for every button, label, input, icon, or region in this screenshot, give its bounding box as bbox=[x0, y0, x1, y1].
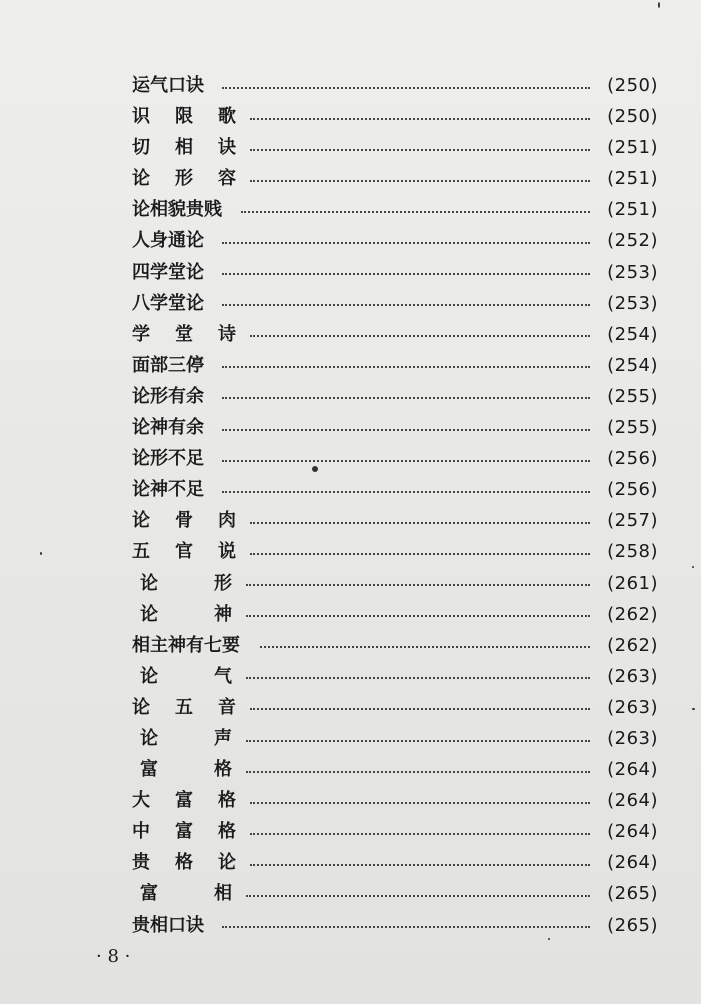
toc-entry-title: 人身通论 bbox=[132, 230, 204, 252]
toc-entry bbox=[0, 319, 701, 350]
toc-entry-page: (265) bbox=[607, 883, 658, 905]
toc-entry-title: 学 堂 诗 bbox=[132, 323, 236, 345]
toc-entry bbox=[0, 225, 701, 256]
toc-entry-title: 富 格 bbox=[140, 759, 232, 781]
toc-entry-title: 论 神 bbox=[140, 603, 232, 625]
ink-speck bbox=[312, 466, 318, 472]
dot-leader bbox=[222, 926, 590, 928]
toc-entry-title: 论 形 容 bbox=[132, 168, 236, 190]
toc-entry bbox=[0, 847, 701, 878]
toc-entry-page: (255) bbox=[607, 417, 658, 439]
toc-entry bbox=[0, 723, 701, 754]
toc-entry-title: 大 富 格 bbox=[132, 790, 236, 812]
dot-leader bbox=[250, 149, 590, 151]
toc-entry bbox=[0, 568, 701, 599]
dot-leader bbox=[222, 429, 590, 431]
toc-entry bbox=[0, 599, 701, 630]
dot-leader bbox=[222, 273, 590, 275]
toc-entry-title: 切 相 诀 bbox=[132, 137, 236, 159]
dot-leader bbox=[222, 304, 590, 306]
toc-entry bbox=[0, 163, 701, 194]
dot-leader bbox=[246, 895, 590, 897]
toc-entry-page: (264) bbox=[607, 852, 658, 874]
toc-entry-page: (265) bbox=[607, 914, 658, 936]
toc-entry-title: 运气口诀 bbox=[132, 75, 204, 96]
toc-entry bbox=[0, 350, 701, 381]
toc-entry-page: (252) bbox=[607, 230, 658, 252]
toc-entry-title: 论 气 bbox=[140, 665, 232, 687]
toc-entry-title: 贵相口诀 bbox=[132, 914, 204, 936]
toc-entry bbox=[0, 692, 701, 723]
toc-entry-page: (262) bbox=[607, 603, 658, 625]
toc-entry bbox=[0, 194, 701, 225]
ink-speck bbox=[658, 2, 660, 8]
toc-entry-title: 五 官 说 bbox=[132, 541, 236, 563]
dot-leader bbox=[250, 335, 590, 337]
toc-entry bbox=[0, 70, 701, 101]
toc-entry-title: 四学堂论 bbox=[132, 261, 204, 283]
ink-speck bbox=[692, 566, 694, 568]
toc-entry-page: (254) bbox=[607, 354, 658, 376]
toc-entry-title: 论神不足 bbox=[132, 479, 204, 501]
toc-entry-page: (257) bbox=[607, 510, 658, 532]
toc-entry-page: (263) bbox=[607, 696, 658, 718]
page-number: · 8 · bbox=[96, 946, 131, 967]
toc-entry bbox=[0, 412, 701, 443]
toc-entry-page: (250) bbox=[607, 106, 658, 128]
dot-leader bbox=[241, 211, 590, 213]
toc-entry-page: (263) bbox=[607, 665, 658, 687]
toc-entry-page: (255) bbox=[607, 385, 658, 407]
dot-leader bbox=[246, 771, 590, 773]
toc-entry-title: 论 声 bbox=[140, 727, 232, 749]
dot-leader bbox=[250, 708, 590, 710]
dot-leader bbox=[250, 553, 590, 555]
toc-entry-page: (251) bbox=[607, 168, 658, 190]
toc-entry-title: 面部三停 bbox=[132, 354, 204, 376]
ink-speck bbox=[692, 708, 695, 710]
dot-leader bbox=[250, 833, 590, 835]
toc-entry-title: 论 形 bbox=[140, 572, 232, 594]
toc-entry-page: (251) bbox=[607, 199, 658, 221]
toc-entry bbox=[0, 505, 701, 536]
dot-leader bbox=[246, 740, 590, 742]
toc-entry bbox=[0, 630, 701, 661]
toc-entry-title: 论 骨 肉 bbox=[132, 510, 236, 532]
toc-entry-title: 相主神有七要 bbox=[132, 634, 240, 656]
toc-entry-title: 论形不足 bbox=[132, 448, 204, 470]
toc-entry bbox=[0, 816, 701, 847]
dot-leader bbox=[246, 615, 590, 617]
dot-leader bbox=[222, 460, 590, 462]
dot-leader bbox=[250, 802, 590, 804]
toc-entry bbox=[0, 910, 701, 941]
toc-entry bbox=[0, 132, 701, 163]
toc-entry bbox=[0, 474, 701, 505]
toc-entry bbox=[0, 101, 701, 132]
toc-entry-title: 论相貌贵贱 bbox=[132, 199, 222, 221]
toc-entry bbox=[0, 785, 701, 816]
toc-entry-page: (264) bbox=[607, 821, 658, 843]
dot-leader bbox=[250, 522, 590, 524]
dot-leader bbox=[250, 864, 590, 866]
toc-entry bbox=[0, 443, 701, 474]
toc-entry-title: 富 相 bbox=[140, 883, 232, 905]
toc-entry-page: (254) bbox=[607, 323, 658, 345]
toc-entry-page: (256) bbox=[607, 479, 658, 501]
toc-entry-title: 论形有余 bbox=[132, 385, 204, 407]
toc-entry-page: (250) bbox=[607, 75, 658, 96]
toc-entry bbox=[0, 878, 701, 909]
toc-entry-page: (264) bbox=[607, 759, 658, 781]
toc-entry-page: (264) bbox=[607, 790, 658, 812]
toc-entry-page: (258) bbox=[607, 541, 658, 563]
toc-entry bbox=[0, 257, 701, 288]
toc-entry-title: 识 限 歌 bbox=[132, 106, 236, 128]
ink-speck bbox=[548, 938, 550, 940]
ink-speck bbox=[40, 552, 42, 555]
toc-entry-title: 论神有余 bbox=[132, 417, 204, 439]
toc-entry-page: (256) bbox=[607, 448, 658, 470]
dot-leader bbox=[222, 242, 590, 244]
toc-entry bbox=[0, 288, 701, 319]
toc-entry-title: 中 富 格 bbox=[132, 821, 236, 843]
toc-entry bbox=[0, 754, 701, 785]
dot-leader bbox=[246, 677, 590, 679]
toc-entry bbox=[0, 536, 701, 567]
dot-leader bbox=[222, 397, 590, 399]
toc-entry-page: (253) bbox=[607, 292, 658, 314]
dot-leader bbox=[222, 491, 590, 493]
toc-entry-title: 论 五 音 bbox=[132, 696, 236, 718]
table-of-contents bbox=[0, 70, 701, 941]
toc-entry-page: (251) bbox=[607, 137, 658, 159]
toc-entry bbox=[0, 381, 701, 412]
dot-leader bbox=[250, 180, 590, 182]
dot-leader bbox=[250, 118, 590, 120]
toc-entry-title: 八学堂论 bbox=[132, 292, 204, 314]
dot-leader bbox=[222, 366, 590, 368]
toc-entry-page: (253) bbox=[607, 261, 658, 283]
toc-entry-page: (261) bbox=[607, 572, 658, 594]
toc-entry bbox=[0, 661, 701, 692]
toc-entry-title: 贵 格 论 bbox=[132, 852, 236, 874]
dot-leader bbox=[260, 646, 590, 648]
dot-leader bbox=[246, 584, 590, 586]
dot-leader bbox=[222, 87, 590, 89]
toc-entry-page: (262) bbox=[607, 634, 658, 656]
toc-entry-page: (263) bbox=[607, 727, 658, 749]
